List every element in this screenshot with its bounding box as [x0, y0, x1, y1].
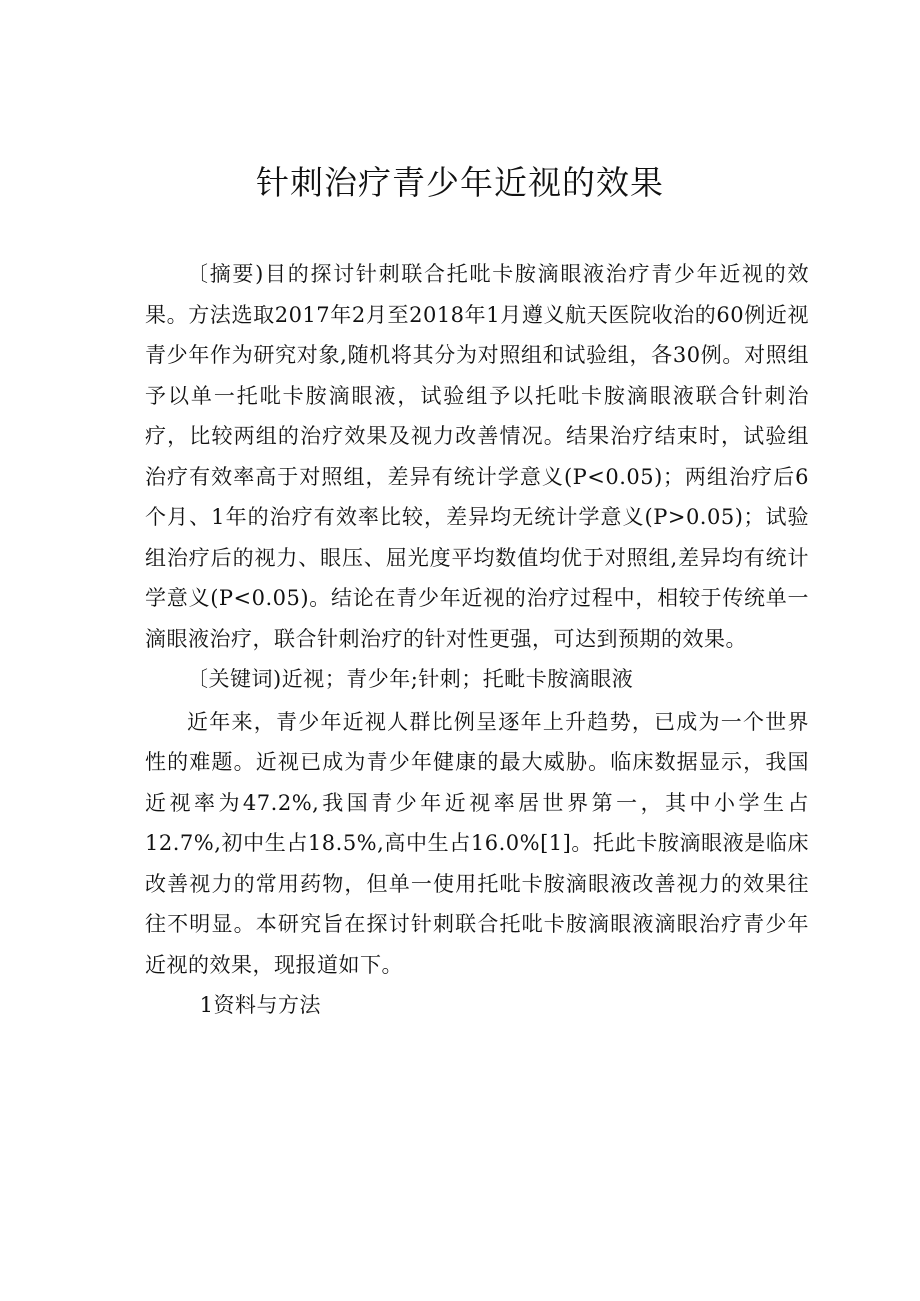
document-body — [145, 254, 809, 1026]
introduction-paragraph: 近年来，青少年近视人群比例呈逐年上升趋势，已成为一个世界性的难题。近视已成为青少年健康的最大威胁。临床数据显示，我国近视率为47.2%,我国青少年近视率居世界第一，其中小学生占12.7%,初中生占18.5%,高中生占16.0%[1]。托此卡胺滴眼液是临床改善视力的常用药物，但单一使用托吡卡胺滴眼液改善视力的效果往往不明显。本研究旨在探讨针刺联合托吡卡胺滴眼液滴眼治疗青少年近视的效果，现报道如下。 — [145, 709, 809, 977]
keywords-paragraph: 〔关键词)近视；青少年;针刺；托毗卡胺滴眼液 — [187, 667, 634, 691]
abstract-paragraph: 〔摘要)目的探讨针刺联合托吡卡胺滴眼液治疗青少年近视的效果。方法选取2017年2月至2018年1月遵义航天医院收治的60例近视青少年作为研究对象,随机将其分为对照组和试验组，各30例。对照组予以单一托吡卡胺滴眼液，试验组予以托吡卡胺滴眼液联合针刺治疗，比较两组的治疗效果及视力改善情况。结果治疗结束时，试验组治疗有效率高于对照组，差异有统计学意义(P<0.05)；两组治疗后6个月、1年的治疗有效率比较，差异均无统计学意义(P>0.05)；试验组治疗后的视力、眼压、屈光度平均数值均优于对照组,差异均有统计学意义(P<0.05)。结论在青少年近视的治疗过程中，相较于传统单一滴眼液治疗，联合针刺治疗的针对性更强，可达到预期的效果。 — [145, 262, 809, 651]
section-heading: 1资料与方法 — [199, 993, 321, 1017]
document-title: 针刺治疗青少年近视的效果 — [256, 163, 664, 202]
